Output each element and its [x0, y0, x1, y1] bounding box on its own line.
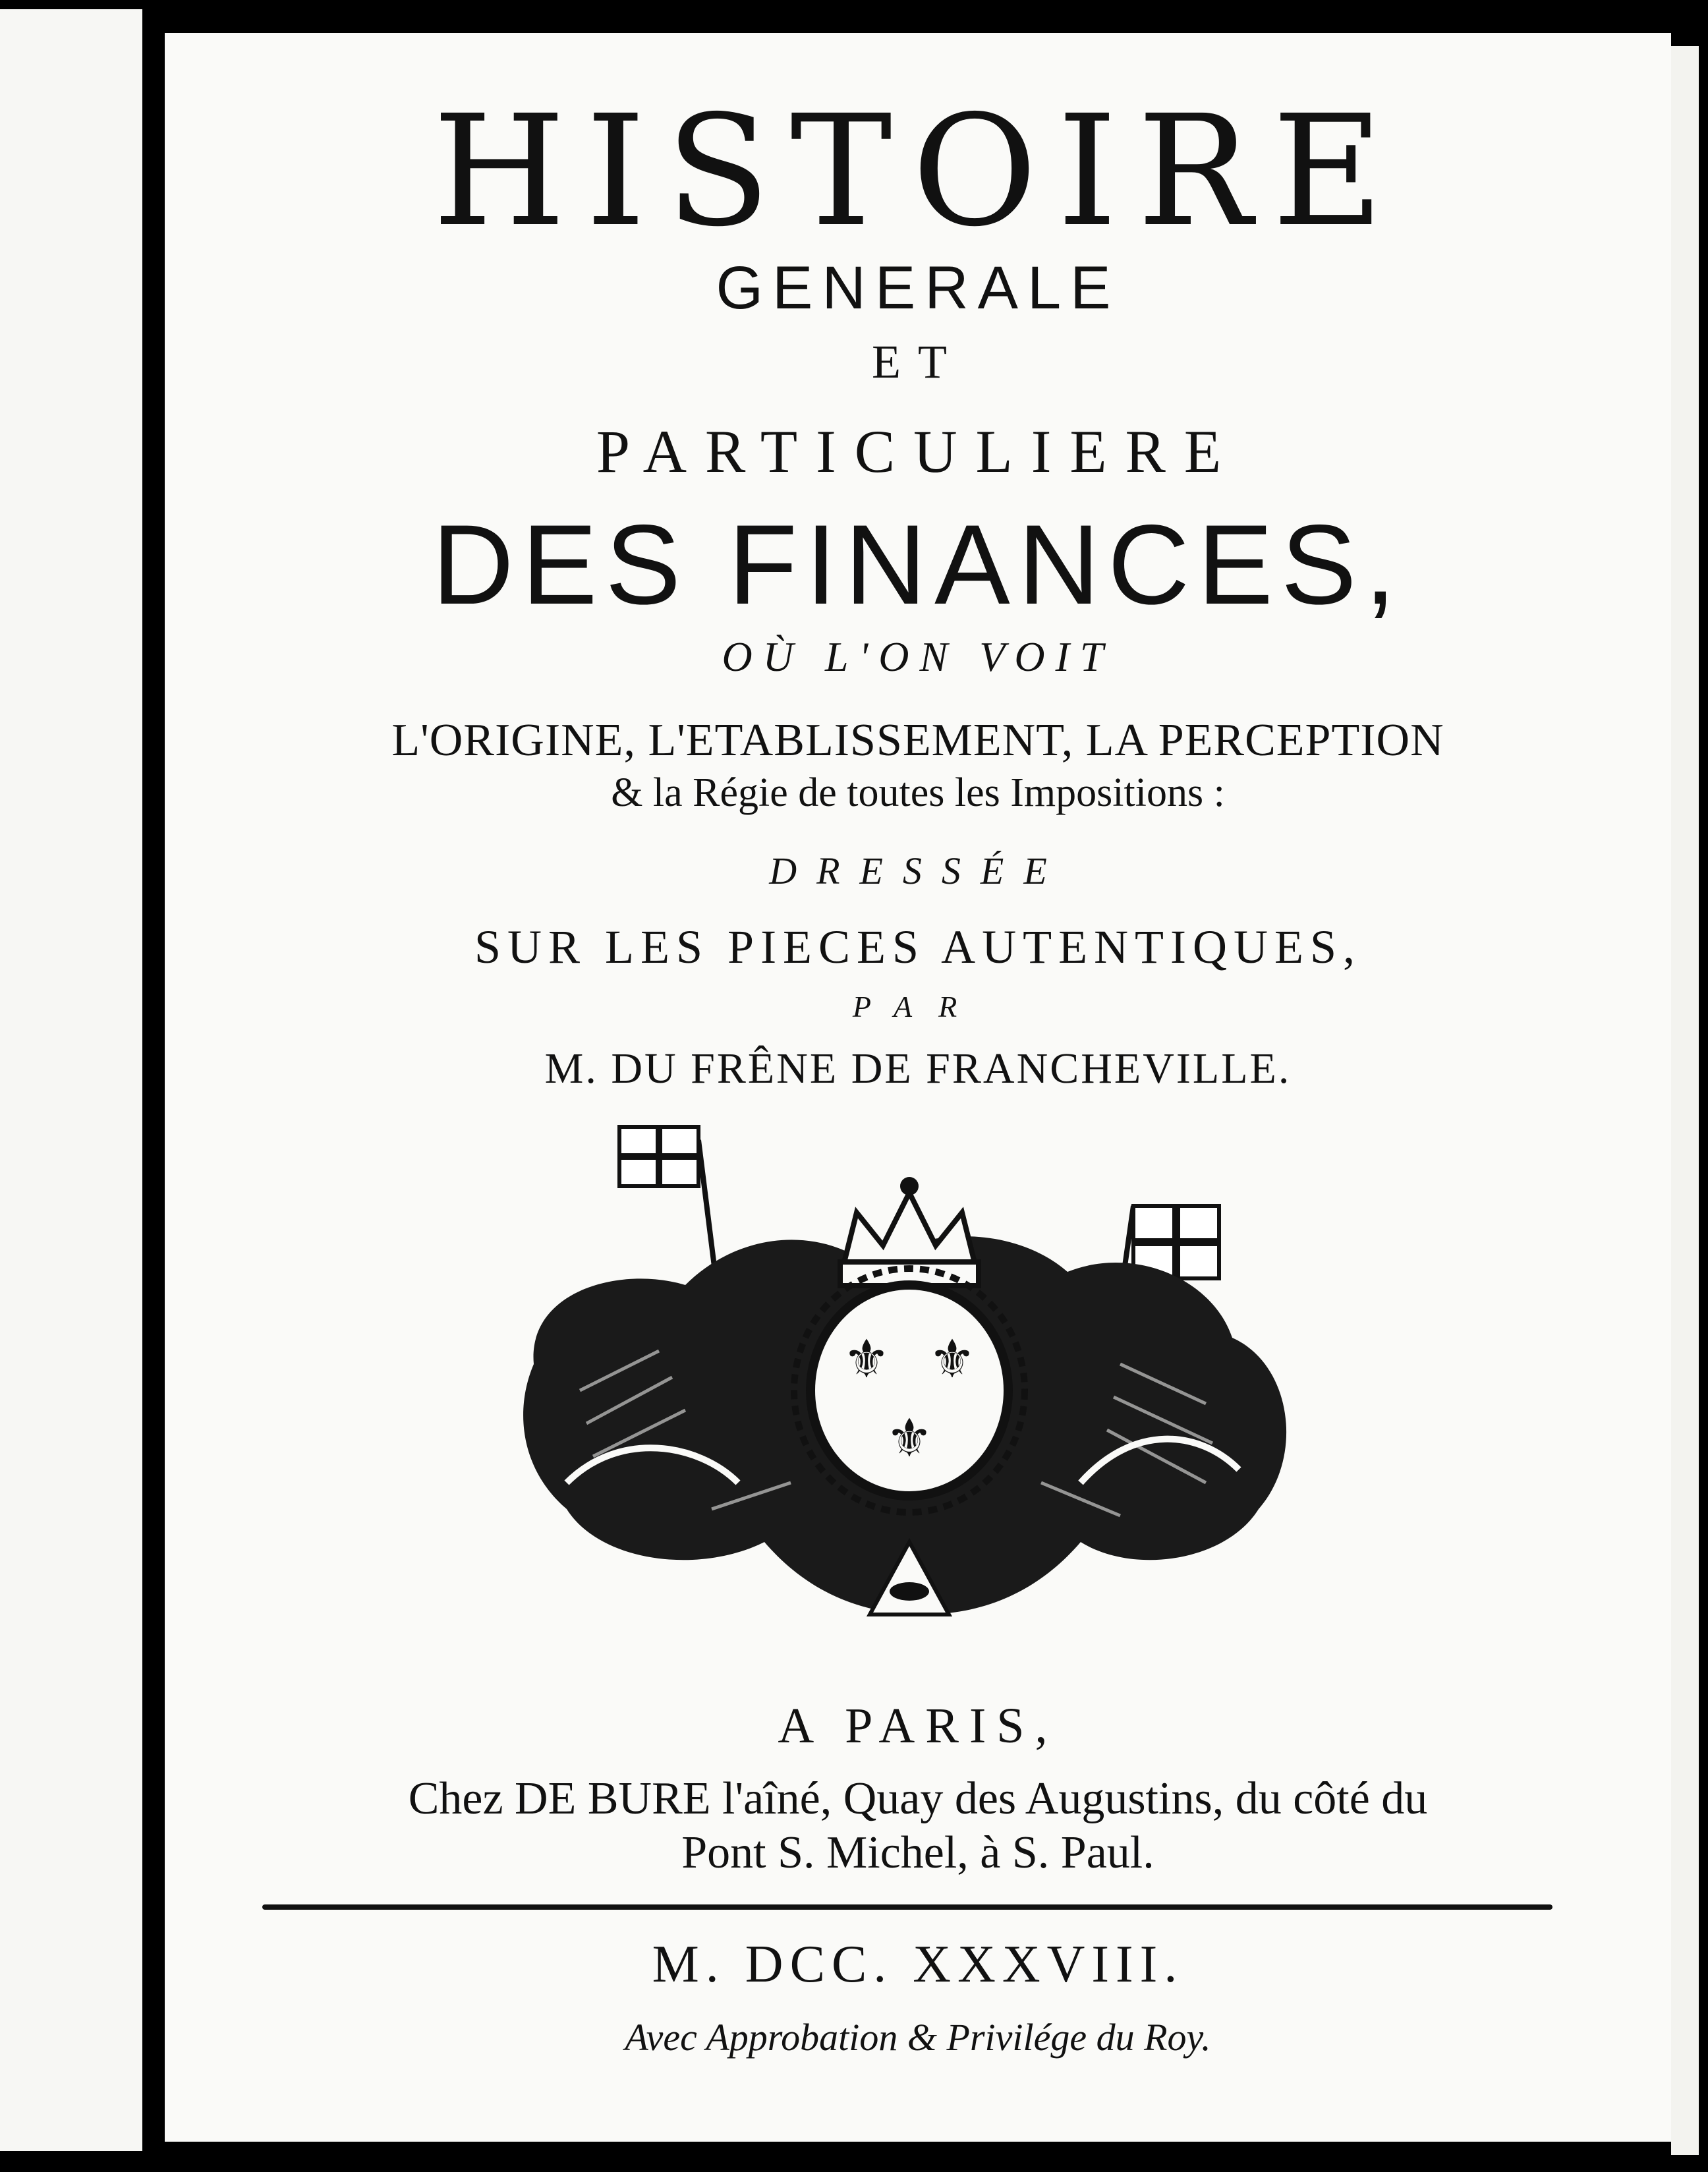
- subtitle-dressee: DRESSÉE: [769, 849, 1067, 892]
- title-particuliere: PARTICULIERE: [596, 418, 1240, 485]
- imprint-privilege: Avec Approbation & Privilége du Roy.: [625, 2016, 1211, 2059]
- next-page-edge: [1671, 46, 1699, 2155]
- royal-arms-vignette: [448, 1114, 1397, 1641]
- author-name: M. DU FRÊNE DE FRANCHEVILLE.: [544, 1044, 1292, 1093]
- subtitle-ou-lon-voit: OÙ L'ON VOIT: [722, 633, 1114, 680]
- facing-page-edge: [0, 9, 142, 2151]
- imprint-city: A PARIS,: [778, 1698, 1058, 1754]
- imprint-publisher-2: Pont S. Michel, à S. Paul.: [681, 1827, 1154, 1878]
- subtitle-par: PAR: [852, 990, 984, 1023]
- svg-text:⚜: ⚜: [886, 1408, 933, 1469]
- subtitle-pieces: SUR LES PIECES AUTENTIQUES,: [474, 921, 1362, 973]
- subtitle-regie: & la Régie de toutes les Impositions :: [611, 770, 1225, 815]
- title-et: ET: [872, 335, 964, 388]
- imprint-publisher-1: Chez DE BURE l'aîné, Quay des Augustins, du côté du: [408, 1773, 1428, 1824]
- svg-text:⚜: ⚜: [928, 1329, 976, 1390]
- svg-text:⚜: ⚜: [843, 1329, 890, 1390]
- subtitle-origine: L'ORIGINE, L'ETABLISSEMENT, LA PERCEPTION: [391, 715, 1444, 766]
- title-page: [165, 33, 1671, 2142]
- title-des-finances: DES FINANCES,: [432, 501, 1404, 628]
- imprint-date: M. DCC. XXXVIII.: [652, 1935, 1184, 1993]
- imprint-rule: [262, 1904, 1552, 1910]
- book-gutter: [142, 0, 165, 2172]
- title-histoire: HISTOIRE: [432, 82, 1404, 260]
- title-generale: GENERALE: [716, 254, 1120, 322]
